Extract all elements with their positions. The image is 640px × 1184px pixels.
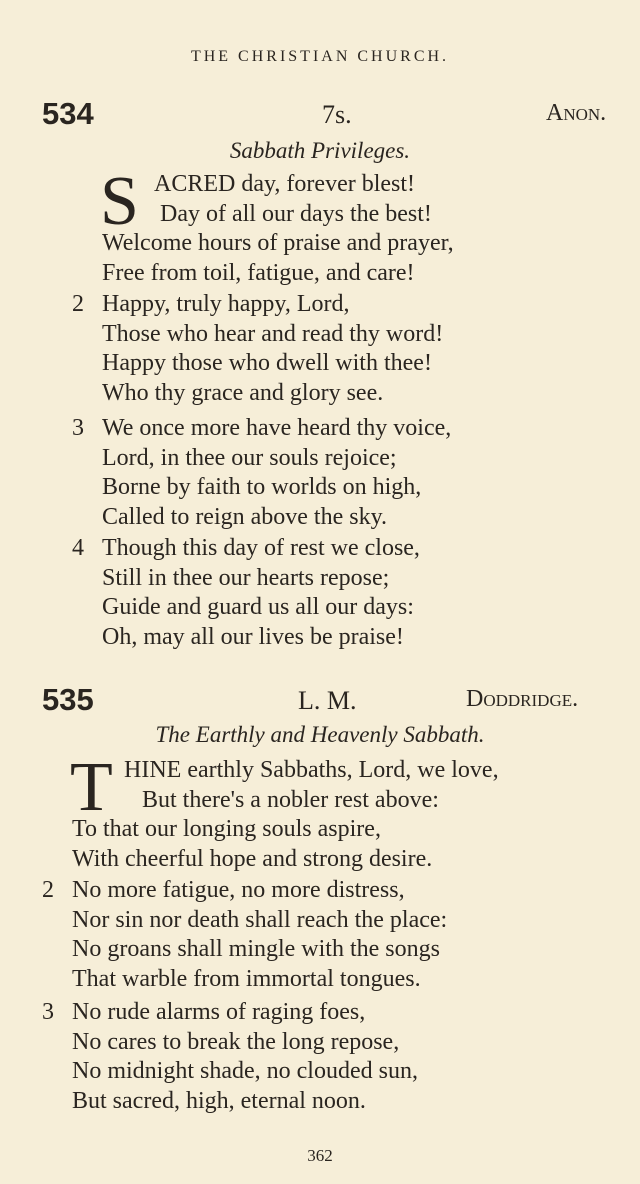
verse-number: 3 xyxy=(42,999,54,1025)
verse-line: No rude alarms of raging foes, xyxy=(72,999,366,1025)
verse-line: Happy those who dwell with thee! xyxy=(102,350,432,376)
hymn-534-verse-2 xyxy=(0,290,640,408)
verse-line: We once more have heard thy voice, xyxy=(102,415,452,441)
verse-line: Called to reign above the sky. xyxy=(102,503,388,530)
verse-line: But there's a nobler rest above: xyxy=(142,786,439,813)
verse-line: To that our longing souls aspire, xyxy=(72,816,381,842)
verse-line: But sacred, high, eternal noon. xyxy=(72,1087,366,1114)
verse-line: Day of all our days the best! xyxy=(160,200,432,227)
verse-number: 3 xyxy=(72,415,84,441)
verse-line: ACRED day, forever blest! xyxy=(154,171,416,197)
verse-line: Those who hear and read thy word! xyxy=(102,320,444,347)
hymn-meter: L. M. xyxy=(298,686,357,715)
verse-line: With cheerful hope and strong desire. xyxy=(72,845,433,872)
verse-line: That warble from immortal tongues. xyxy=(72,965,421,992)
verse-number: 4 xyxy=(72,535,84,561)
hymn-number: 534 xyxy=(42,96,94,131)
verse-number: 2 xyxy=(72,291,84,317)
verse-line: Guide and guard us all our days: xyxy=(102,594,414,620)
hymn-meter: 7s. xyxy=(322,100,352,129)
verse-line: Free from toil, fatigue, and care! xyxy=(102,259,415,286)
verse-number: 2 xyxy=(42,877,54,903)
verse-line: Welcome hours of praise and prayer, xyxy=(102,230,454,256)
verse-line: No more fatigue, no more distress, xyxy=(72,877,405,903)
verse-line: No cares to break the long repose, xyxy=(72,1028,400,1055)
hymn-535-title: The Earthly and Heavenly Sabbath. xyxy=(155,722,485,747)
hymn-535-verse-2 xyxy=(0,876,640,994)
hymn-author: Doddridge. xyxy=(466,686,579,712)
verse-line: Still in thee our hearts repose; xyxy=(102,564,390,591)
hymn-number: 535 xyxy=(42,682,94,717)
running-head: THE CHRISTIAN CHURCH. xyxy=(190,48,450,65)
page-number: 362 xyxy=(307,1146,333,1165)
verse-line: Lord, in thee our souls rejoice; xyxy=(102,444,397,471)
verse-line: Though this day of rest we close, xyxy=(102,535,420,561)
verse-line: Nor sin nor death shall reach the place: xyxy=(72,906,448,933)
dropcap: S xyxy=(100,163,139,240)
hymn-535-header xyxy=(0,682,640,722)
hymn-534-verse-1 xyxy=(0,163,640,288)
verse-line: Borne by faith to worlds on high, xyxy=(102,474,422,500)
hymn-author: Anon. xyxy=(546,100,607,126)
verse-line: HINE earthly Sabbaths, Lord, we love, xyxy=(124,757,499,783)
verse-line: Oh, may all our lives be praise! xyxy=(102,623,404,650)
hymn-534-header xyxy=(0,96,640,136)
verse-line: No midnight shade, no clouded sun, xyxy=(72,1058,418,1084)
hymn-535-verse-1 xyxy=(0,749,640,874)
verse-line: Who thy grace and glory see. xyxy=(102,379,384,406)
dropcap: T xyxy=(70,749,113,826)
hymn-535-verse-3 xyxy=(0,998,640,1116)
hymn-534-title: Sabbath Privileges. xyxy=(229,138,411,163)
hymn-534-verse-4 xyxy=(0,534,640,652)
verse-line: No groans shall mingle with the songs xyxy=(72,936,440,962)
hymn-534-verse-3 xyxy=(0,414,640,532)
verse-line: Happy, truly happy, Lord, xyxy=(102,291,350,317)
